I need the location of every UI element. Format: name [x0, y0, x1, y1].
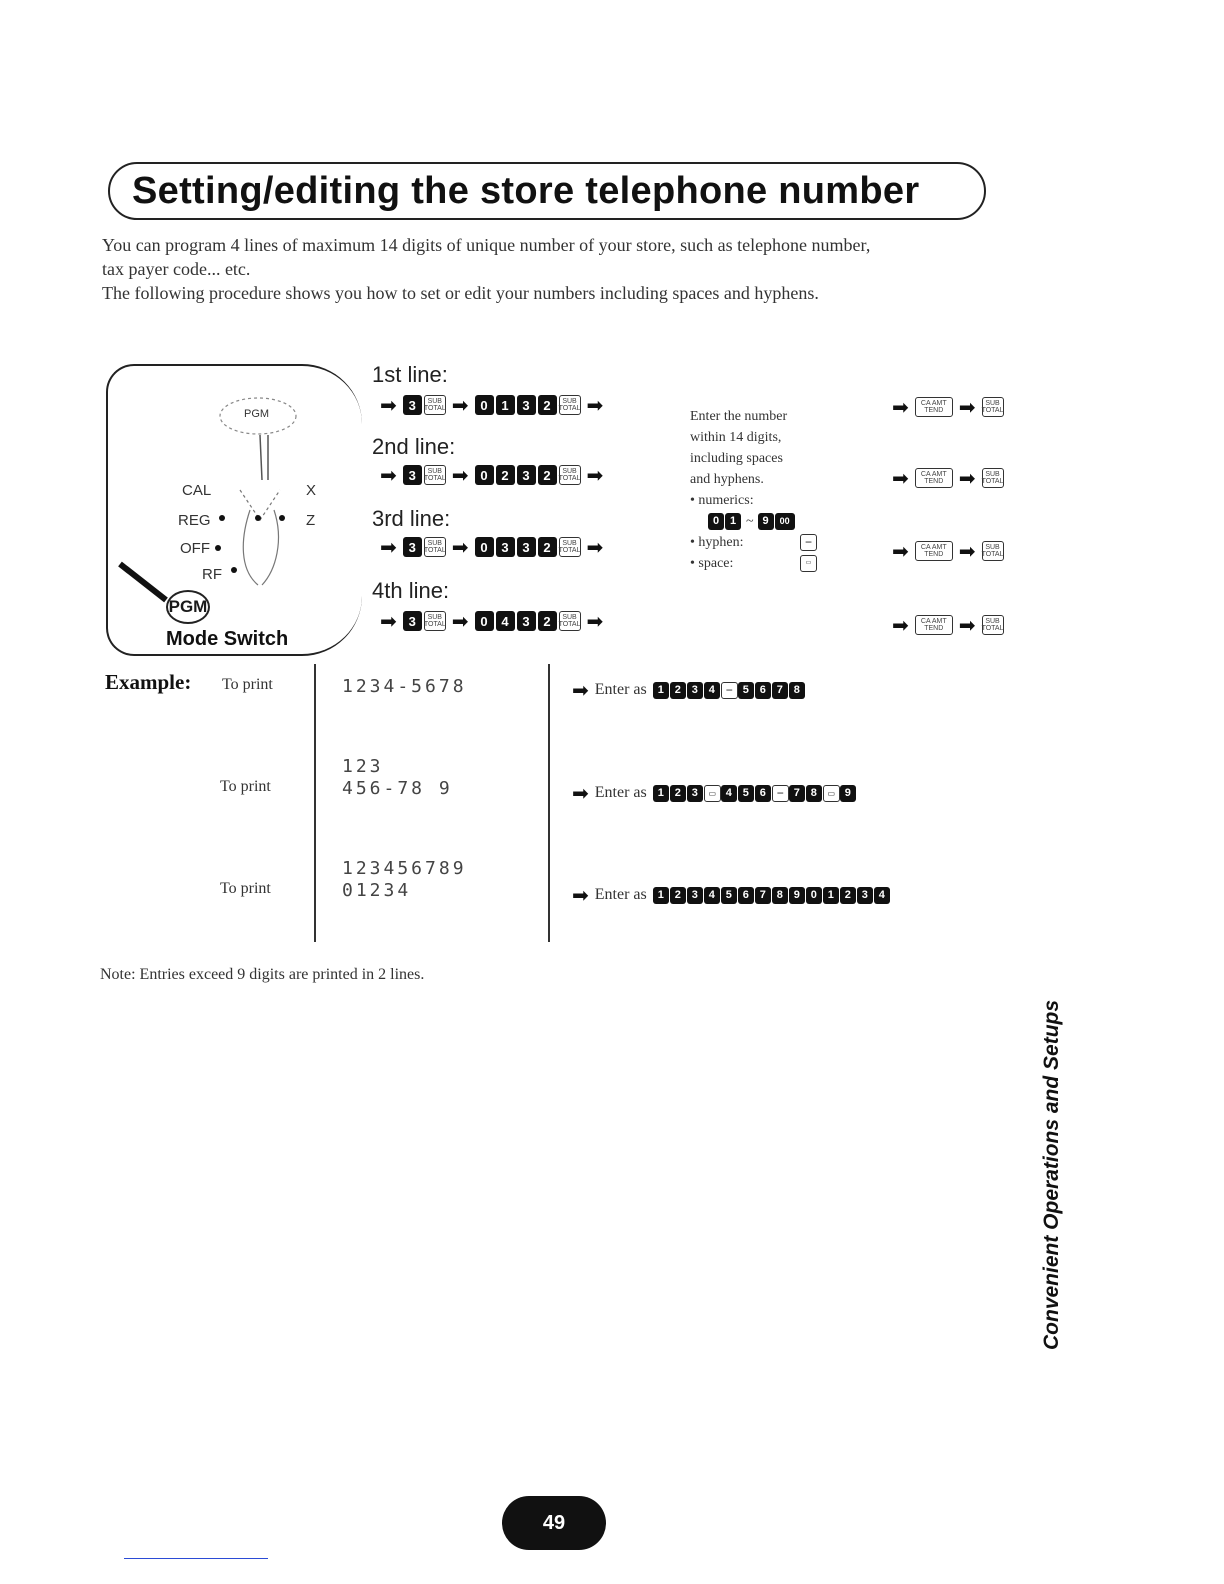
arrow-icon: ➡ — [451, 393, 469, 417]
instr-line-1: Enter the number — [690, 409, 788, 424]
tilde-text: ~ — [746, 514, 754, 529]
key: 1 — [653, 682, 669, 699]
arrow-icon: ➡ — [958, 613, 976, 637]
dial-x-text: X — [306, 482, 317, 499]
intro-line-2: tax payer code... etc. — [102, 259, 251, 279]
subtotal-key-icon: SUB TOTAL — [424, 395, 446, 415]
step-2-label: 2nd line: — [372, 434, 456, 459]
key: 5 — [738, 682, 754, 699]
key: 4 — [496, 611, 515, 631]
key: 4 — [704, 887, 720, 904]
example-2-to-print: To print — [220, 778, 271, 795]
key: 6 — [755, 785, 771, 802]
arrow-icon: ➡ — [380, 535, 397, 559]
arrow-icon: ➡ — [586, 609, 604, 633]
example-3-to-print: To print — [220, 880, 271, 897]
example-3-printed-line-1: 123456789 — [342, 858, 467, 879]
dial-pgm-text: PGM — [244, 408, 270, 420]
key: 7 — [772, 682, 788, 699]
example-3-enter-as: Enter as — [594, 886, 647, 903]
dial-cal-text: CAL — [182, 482, 212, 499]
ca-amt-tend-key-icon: CA AMT TEND — [915, 397, 953, 417]
pgm-key-badge: PGM — [166, 590, 210, 624]
key: 8 — [806, 785, 822, 802]
example-2-printed-line-2: 456-78 9 — [342, 778, 453, 799]
example-1-enter-as: Enter as — [594, 681, 647, 698]
key: 3 — [687, 785, 703, 802]
instr-line-2: within 14 digits, — [690, 430, 782, 445]
step-2-end — [886, 466, 1004, 490]
key: 3 — [403, 395, 422, 415]
example-2-enter-as: Enter as — [594, 784, 647, 801]
subtotal-key-icon: SUB TOTAL — [559, 465, 581, 485]
key: 7 — [789, 785, 805, 802]
example-2-enter — [572, 781, 857, 805]
key: 3 — [517, 537, 536, 557]
entry-instructions — [690, 406, 870, 574]
arrow-icon: ➡ — [572, 883, 589, 907]
key: 00 — [775, 513, 795, 530]
key: 0 — [475, 537, 494, 557]
arrow-icon: ➡ — [892, 466, 909, 490]
arrow-icon: ➡ — [586, 535, 604, 559]
arrow-icon: ➡ — [451, 535, 469, 559]
subtotal-key-icon: SUB TOTAL — [559, 537, 581, 557]
note-text: Note: Entries exceed 9 digits are printed in 2 lines. — [100, 966, 425, 983]
hyphen-key-icon: − — [800, 534, 817, 551]
key: 8 — [772, 887, 788, 904]
subtotal-key-icon: SUB TOTAL — [982, 541, 1004, 561]
arrow-icon: ➡ — [572, 781, 589, 805]
page-number: 49 — [502, 1496, 606, 1550]
instr-hyphen-row — [690, 532, 870, 553]
key: 0 — [475, 465, 494, 485]
instr-hyphen-label: • hyphen: — [690, 535, 744, 550]
arrow-icon: ➡ — [892, 395, 909, 419]
dial-off-text: OFF — [180, 540, 210, 557]
arrow-icon: ➡ — [958, 466, 976, 490]
step-3-label: 3rd line: — [372, 506, 451, 531]
divider-left — [314, 664, 316, 942]
space-key-icon: ▭ — [823, 785, 840, 802]
key: 2 — [538, 395, 557, 415]
key: 9 — [789, 887, 805, 904]
subtotal-key-icon: SUB TOTAL — [982, 468, 1004, 488]
key: 1 — [653, 887, 669, 904]
subtotal-key-icon: SUB TOTAL — [559, 611, 581, 631]
key: 3 — [403, 465, 422, 485]
key: 2 — [670, 785, 686, 802]
arrow-icon: ➡ — [451, 609, 469, 633]
page-title: Setting/editing the store telephone number — [132, 169, 920, 212]
example-1-keys — [653, 682, 806, 699]
divider-right — [548, 664, 550, 942]
subtotal-key-icon: SUB TOTAL — [424, 465, 446, 485]
key: 0 — [475, 395, 494, 415]
key: 1 — [823, 887, 839, 904]
key: 3 — [857, 887, 873, 904]
example-1-enter — [572, 678, 806, 702]
key: 2 — [670, 682, 686, 699]
example-3-keys — [653, 887, 891, 904]
step-4-sequence — [374, 609, 609, 633]
subtotal-key-icon: SUB TOTAL — [424, 611, 446, 631]
key: 4 — [721, 785, 737, 802]
key: 0 — [475, 611, 494, 631]
key: 4 — [704, 682, 720, 699]
step-4-end — [886, 613, 1004, 637]
hyphen-key-icon: − — [721, 682, 738, 699]
key: 9 — [758, 513, 774, 530]
key: 3 — [517, 465, 536, 485]
step-1-end — [886, 395, 1004, 419]
key: 2 — [496, 465, 515, 485]
key: 9 — [840, 785, 856, 802]
subtotal-key-icon: SUB TOTAL — [982, 615, 1004, 635]
subtotal-key-icon: SUB TOTAL — [424, 537, 446, 557]
key: 1 — [653, 785, 669, 802]
instr-numerics-label: • numerics: — [690, 493, 754, 508]
mode-switch-label: Mode Switch — [160, 628, 294, 651]
key: 7 — [755, 887, 771, 904]
key: 3 — [517, 611, 536, 631]
key: 1 — [496, 395, 515, 415]
arrow-icon: ➡ — [958, 395, 976, 419]
key: 8 — [789, 682, 805, 699]
key: 5 — [738, 785, 754, 802]
arrow-icon: ➡ — [380, 609, 397, 633]
arrow-icon: ➡ — [451, 463, 469, 487]
bottom-divider — [124, 1558, 268, 1559]
dial-reg-text: REG — [178, 512, 211, 529]
key: 3 — [403, 611, 422, 631]
key: 3 — [687, 887, 703, 904]
example-2-printed-line-1: 123 — [342, 756, 384, 777]
dial-z-text: Z — [306, 512, 316, 529]
key: 4 — [874, 887, 890, 904]
arrow-icon: ➡ — [380, 393, 397, 417]
key: 0 — [708, 513, 724, 530]
title-box — [108, 162, 986, 220]
step-1-sequence — [374, 393, 609, 417]
arrow-icon: ➡ — [892, 539, 909, 563]
key: 5 — [721, 887, 737, 904]
ca-amt-tend-key-icon: CA AMT TEND — [915, 468, 953, 488]
ca-amt-tend-key-icon: CA AMT TEND — [915, 615, 953, 635]
key: 2 — [670, 887, 686, 904]
arrow-icon: ➡ — [958, 539, 976, 563]
arrow-icon: ➡ — [586, 463, 604, 487]
key: 2 — [538, 465, 557, 485]
subtotal-key-icon: SUB TOTAL — [559, 395, 581, 415]
intro-line-3: The following procedure shows you how to set or edit your numbers including spaces and hyphens. — [102, 283, 819, 303]
intro-line-1: You can program 4 lines of maximum 14 digits of unique number of your store, such as telephone number, — [102, 235, 871, 255]
section-side-tab: Convenient Operations and Setups — [1040, 999, 1063, 1350]
key: 2 — [538, 611, 557, 631]
instr-line-3: including spaces — [690, 451, 783, 466]
example-3-printed-line-2: 01234 — [342, 880, 412, 901]
key: 2 — [538, 537, 557, 557]
example-heading: Example: — [105, 670, 192, 694]
step-2-sequence — [374, 463, 609, 487]
key: 6 — [755, 682, 771, 699]
step-3-sequence — [374, 535, 609, 559]
arrow-icon: ➡ — [586, 393, 604, 417]
key: 3 — [517, 395, 536, 415]
space-key-icon: ▭ — [704, 785, 721, 802]
instr-line-4: and hyphens. — [690, 472, 764, 487]
key: 3 — [403, 537, 422, 557]
ca-amt-tend-key-icon: CA AMT TEND — [915, 541, 953, 561]
subtotal-key-icon: SUB TOTAL — [982, 397, 1004, 417]
instr-space-row — [690, 553, 870, 574]
instr-space-label: • space: — [690, 556, 734, 571]
arrow-icon: ➡ — [380, 463, 397, 487]
space-key-icon: ▭ — [800, 555, 817, 572]
step-3-end — [886, 539, 1004, 563]
instr-numerics-keys — [690, 511, 870, 532]
key: 1 — [725, 513, 741, 530]
step-1-label: 1st line: — [372, 362, 448, 387]
key: 0 — [806, 887, 822, 904]
intro-text — [102, 234, 1062, 306]
key: 6 — [738, 887, 754, 904]
arrow-icon: ➡ — [892, 613, 909, 637]
example-1-printed-line-1: 1234-5678 — [342, 676, 467, 697]
hyphen-key-icon: − — [772, 785, 789, 802]
step-4-label: 4th line: — [372, 578, 450, 603]
dial-rf-text: RF — [202, 566, 222, 583]
key: 3 — [496, 537, 515, 557]
key: 3 — [687, 682, 703, 699]
example-3-enter — [572, 883, 891, 907]
example-2-keys — [653, 785, 857, 802]
arrow-icon: ➡ — [572, 678, 589, 702]
example-1-to-print: To print — [222, 676, 273, 693]
key: 2 — [840, 887, 856, 904]
